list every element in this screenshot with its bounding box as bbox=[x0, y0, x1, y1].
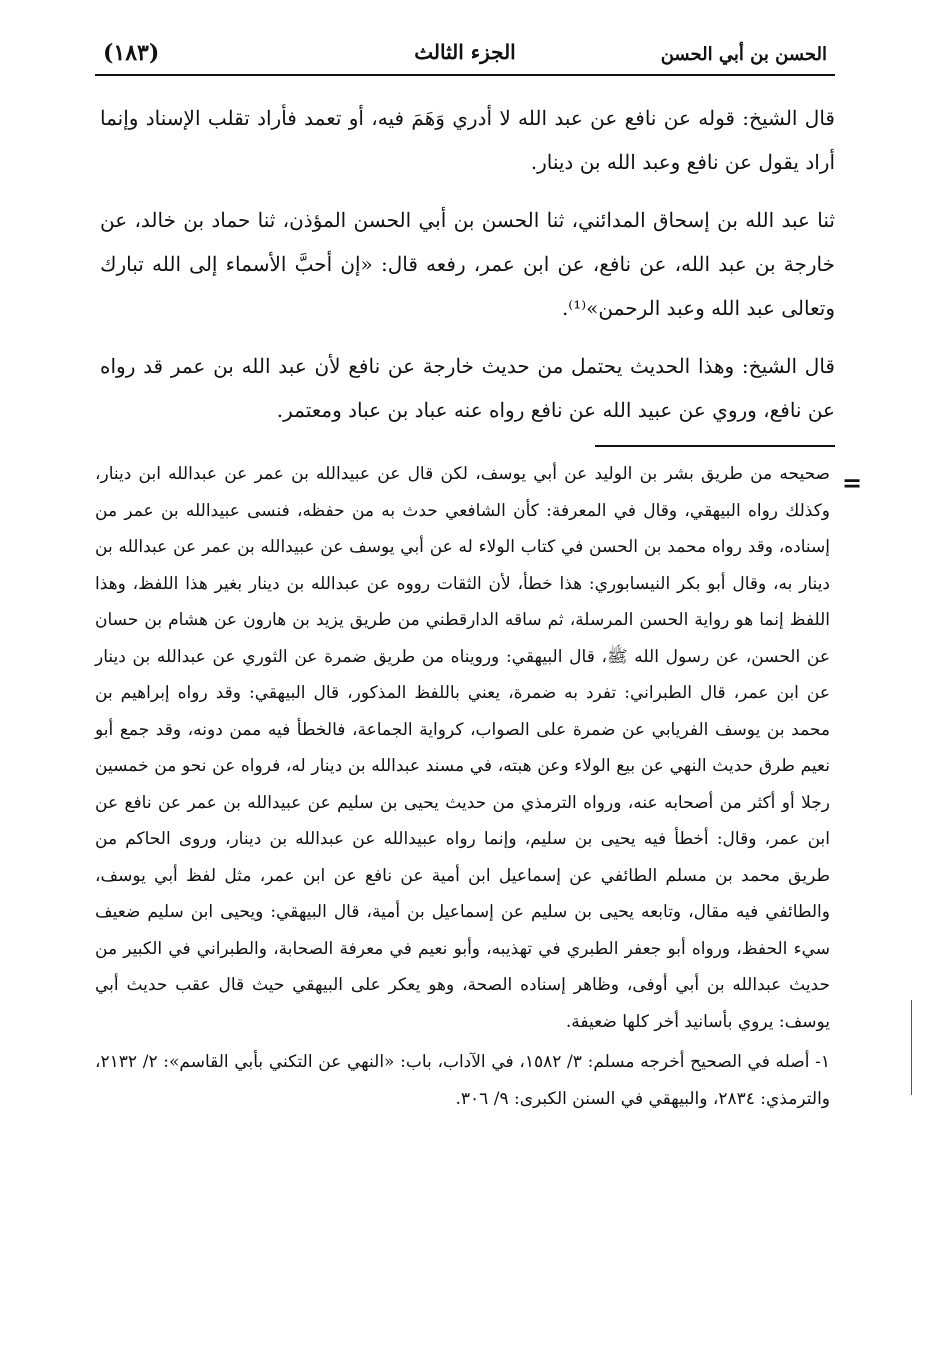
running-head-part: الجزء الثالث bbox=[414, 40, 516, 64]
page-number: (١٨٣) bbox=[103, 40, 160, 66]
main-text bbox=[100, 96, 835, 446]
continuation-mark: = bbox=[842, 468, 863, 497]
footnote-1: ١- أصله في الصحيح أخرجه مسلم: ٣/ ١٥٨٢، في الآداب، باب: «النهي عن التكني بأبي القاسم»: ٢/ ٢١٣٢، والترمذي: ٢٨٣٤، والبيهقي في السنن الكبرى: ٩/ ٣٠٦. bbox=[95, 1052, 830, 1109]
footnotes-section bbox=[95, 456, 830, 1117]
footnote-divider bbox=[595, 445, 835, 447]
footnote-continuation: صحيحه من طريق بشر بن الوليد عن أبي يوسف، لكن قال عن عبيدالله بن عمر عن عبدالله ابن دينار، وكذلك رواه البيهقي، وقال في المعرفة: كأن الشافعي حدث به من حفظه، فنسى عبيدالله بن عمر من إسناده، وقد رواه محمد بن الحسن في كتاب الولاء له عن أبي يوسف عن عبيدالله بن عمر عن عبدالله بن دينار به، وقال أبو بكر النيسابوري: هذا خطأ، لأن الثقات رووه عن عبدالله بن دينار بغير هذا اللفظ، وهذا اللفظ إنما هو رواية الحسن المرسلة، ثم ساقه الدارقطني من طريق يزيد بن هارون عن هشام بن حسان عن الحسن، عن رسول الله ﷺ، قال البيهقي: ورويناه من طريق ضمرة عن الثوري عن عبدالله بن دينار عن ابن عمر، قال الطبراني: تفرد به ضمرة، يعني باللفظ المذكور، قال البيهقي: وقد رواه إبراهيم بن محمد بن يوسف الفريابي عن ضمرة على الصواب، كرواية الجماعة، فالخطأ فيه ممن دونه، وقد جمع أبو نعيم طرق حديث النهي عن بيع الولاء وعن هبته، في مسند عبدالله بن دينار له، فرواه عن نحو من خمسين رجلا أو أكثر من أصحابه عنه، ورواه الترمذي من حديث يحيى بن سليم عن عبيدالله بن عمر عن نافع عن ابن عمر، وقال: أخطأ فيه يحيى بن سليم، وإنما رواه عبيدالله عن عبدالله بن دينار، وروى الحاكم من طريق محمد بن مسلم الطائفي عن إسماعيل ابن أمية عن نافع عن ابن عمر، مثل لفظ أبي يوسف، والطائفي فيه مقال، وتابعه يحيى بن سليم عن إسماعيل بن أمية، قال البيهقي: ويحيى ابن سليم ضعيف سيء الحفظ، ورواه أبو جعفر الطبري في تهذيبه، وأبو نعيم في معرفة الصحابة، والطبراني في الكبير من حديث عبدالله بن أبي أوفى، وظاهر إسناده الصحة، وهو يعكر على البيهقي حيث قال عقب حديث أبي يوسف: يروي بأسانيد أخر كلها ضعيفة. bbox=[95, 464, 830, 1032]
body-paragraph: ثنا عبد الله بن إسحاق المدائني، ثنا الحسن بن أبي الحسن المؤذن، ثنا حماد بن خالد، عن خارجة بن عبد الله، عن نافع، عن ابن عمر، رفعه قال: «إن أحبَّ الأسماء إلى الله تبارك وتعالى عبد الله وعبد الرحمن»⁽¹⁾. bbox=[100, 208, 835, 320]
margin-rule bbox=[911, 1000, 912, 1095]
body-paragraph: قال الشيخ: قوله عن نافع عن عبد الله لا أدري وَهَمَ فيه، أو تعمد فأراد تقلب الإسناد وإنما أراد يقول عن نافع وعبد الله بن دينار. bbox=[100, 106, 835, 174]
body-paragraph: قال الشيخ: وهذا الحديث يحتمل من حديث خارجة عن نافع لأن عبد الله بن عمر قد رواه عن نافع، وروي عن عبيد الله عن نافع رواه عنه عباد بن عباد ومعتمر. bbox=[100, 354, 835, 422]
page-header bbox=[95, 30, 835, 76]
running-head-title: الحسن بن أبي الحسن bbox=[660, 44, 827, 65]
